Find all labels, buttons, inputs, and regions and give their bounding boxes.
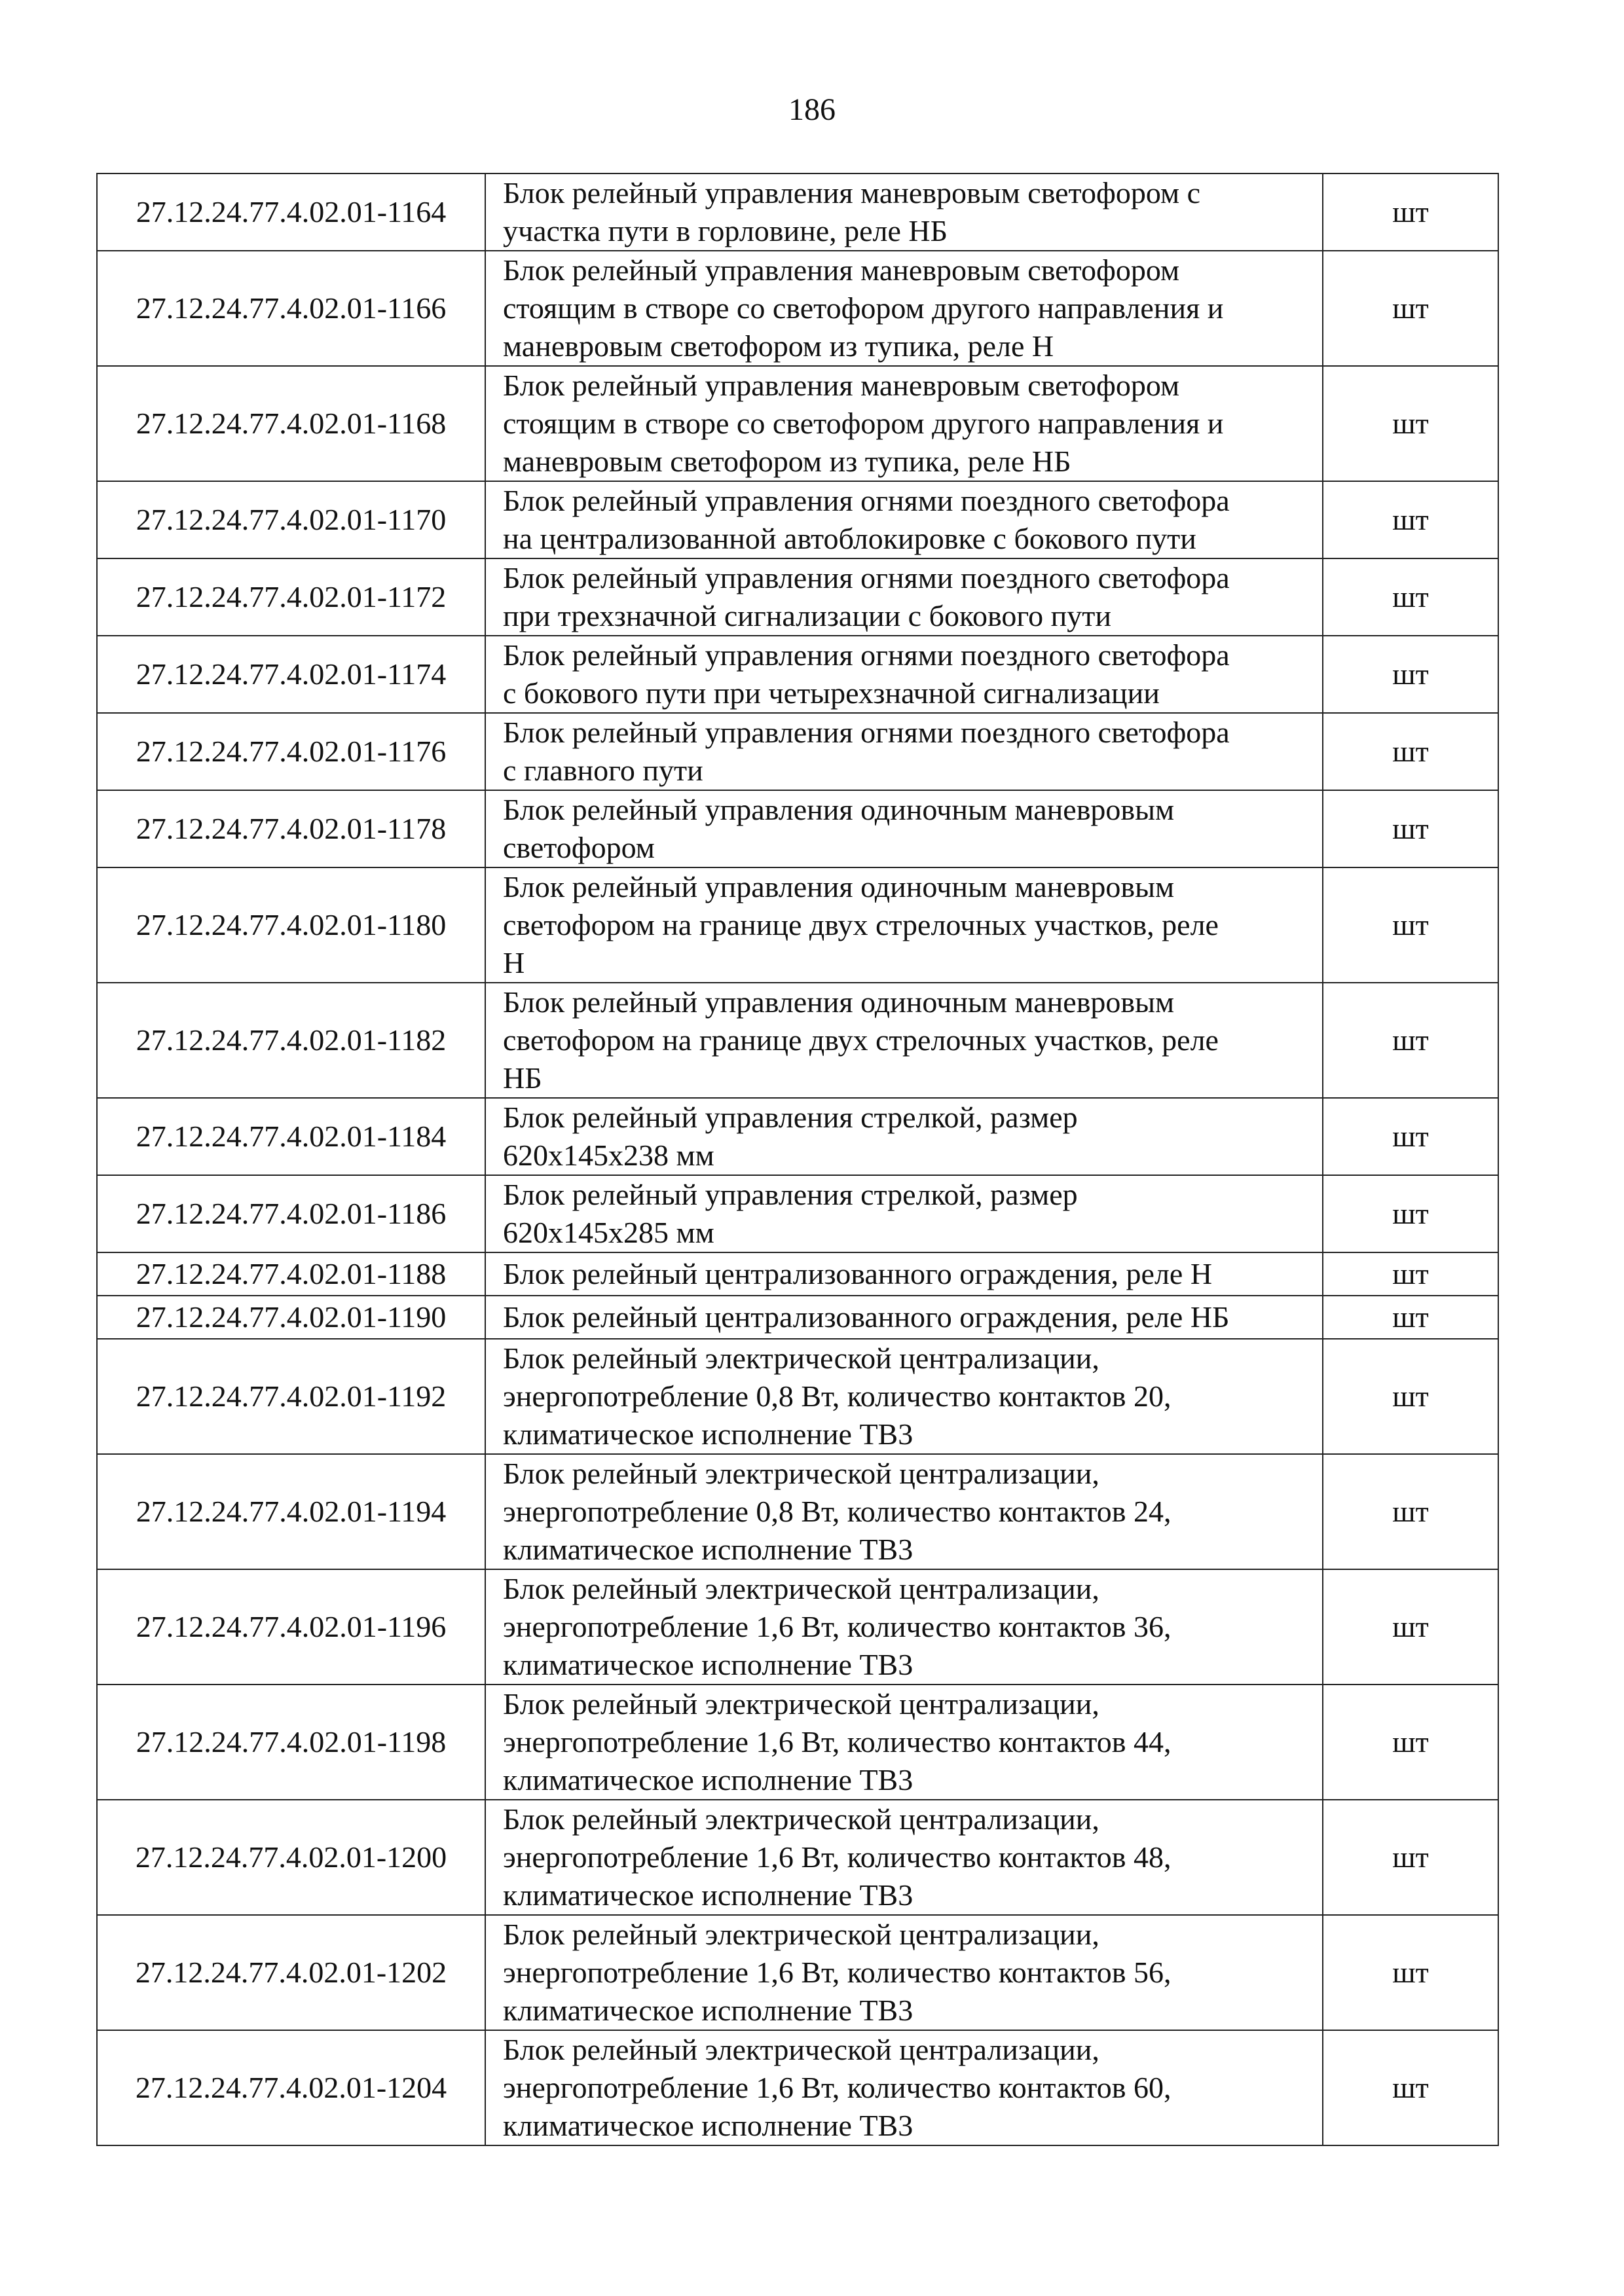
table-row bbox=[97, 2030, 1498, 2145]
description-line: Блок релейный управления маневровым светофором bbox=[503, 369, 1180, 402]
item-description bbox=[485, 173, 1323, 251]
item-description bbox=[485, 867, 1323, 983]
description-line: Блок релейный управления одиночным маневровым bbox=[503, 985, 1175, 1019]
item-unit: шт bbox=[1323, 1098, 1498, 1175]
item-unit: шт bbox=[1323, 983, 1498, 1098]
description-line: Блок релейный управления одиночным маневровым bbox=[503, 793, 1175, 826]
item-code: 27.12.24.77.4.02.01-1204 bbox=[97, 2030, 485, 2145]
table-row bbox=[97, 1339, 1498, 1454]
item-code: 27.12.24.77.4.02.01-1182 bbox=[97, 983, 485, 1098]
table-row bbox=[97, 1296, 1498, 1339]
description-line: на централизованной автоблокировке с бокового пути bbox=[503, 522, 1196, 555]
table-row bbox=[97, 713, 1498, 790]
item-description bbox=[485, 636, 1323, 713]
table-row bbox=[97, 867, 1498, 983]
item-code: 27.12.24.77.4.02.01-1164 bbox=[97, 173, 485, 251]
description-line: светофором bbox=[503, 831, 655, 864]
description-line: энергопотребление 1,6 Вт, количество контактов 60, bbox=[503, 2071, 1172, 2104]
item-description bbox=[485, 1685, 1323, 1800]
description-line: стоящим в створе со светофором другого направления и bbox=[503, 291, 1224, 325]
description-line: Блок релейный электрической централизации, bbox=[503, 1457, 1099, 1490]
item-unit: шт bbox=[1323, 173, 1498, 251]
item-unit: шт bbox=[1323, 251, 1498, 366]
item-code: 27.12.24.77.4.02.01-1194 bbox=[97, 1454, 485, 1569]
description-line: Блок релейный электрической централизации, bbox=[503, 2033, 1099, 2066]
description-line: Блок релейный управления маневровым светофором с bbox=[503, 176, 1201, 210]
description-line: участка пути в горловине, реле НБ bbox=[503, 214, 948, 247]
item-code: 27.12.24.77.4.02.01-1166 bbox=[97, 251, 485, 366]
item-unit: шт bbox=[1323, 1454, 1498, 1569]
description-line: энергопотребление 1,6 Вт, количество контактов 44, bbox=[503, 1725, 1172, 1758]
page-number: 186 bbox=[788, 92, 836, 127]
item-code: 27.12.24.77.4.02.01-1174 bbox=[97, 636, 485, 713]
item-code: 27.12.24.77.4.02.01-1202 bbox=[97, 1915, 485, 2030]
description-line: Блок релейный электрической централизации, bbox=[503, 1341, 1099, 1375]
item-code: 27.12.24.77.4.02.01-1172 bbox=[97, 558, 485, 636]
item-code: 27.12.24.77.4.02.01-1190 bbox=[97, 1296, 485, 1339]
table-row bbox=[97, 251, 1498, 366]
item-code: 27.12.24.77.4.02.01-1170 bbox=[97, 481, 485, 558]
item-unit: шт bbox=[1323, 713, 1498, 790]
item-code: 27.12.24.77.4.02.01-1184 bbox=[97, 1098, 485, 1175]
description-line: стоящим в створе со светофором другого направления и bbox=[503, 407, 1224, 440]
description-line: 620x145x238 мм bbox=[503, 1139, 714, 1172]
item-unit: шт bbox=[1323, 1252, 1498, 1296]
item-unit: шт bbox=[1323, 1800, 1498, 1915]
item-description bbox=[485, 1098, 1323, 1175]
table-row bbox=[97, 790, 1498, 867]
table-row bbox=[97, 983, 1498, 1098]
item-code: 27.12.24.77.4.02.01-1186 bbox=[97, 1175, 485, 1252]
table-row bbox=[97, 1175, 1498, 1252]
table-row bbox=[97, 173, 1498, 251]
item-code: 27.12.24.77.4.02.01-1192 bbox=[97, 1339, 485, 1454]
table-row bbox=[97, 558, 1498, 636]
item-code: 27.12.24.77.4.02.01-1168 bbox=[97, 366, 485, 481]
description-line: Блок релейный управления огнями поездного светофора bbox=[503, 638, 1230, 672]
description-line: климатическое исполнение ТВ3 bbox=[503, 2109, 913, 2142]
item-description bbox=[485, 2030, 1323, 2145]
description-line: энергопотребление 0,8 Вт, количество контактов 24, bbox=[503, 1495, 1172, 1528]
description-line: Блок релейный электрической централизации, bbox=[503, 1918, 1099, 1951]
description-line: энергопотребление 1,6 Вт, количество контактов 36, bbox=[503, 1610, 1172, 1643]
description-line: с бокового пути при четырехзначной сигнализации bbox=[503, 676, 1160, 710]
table-row bbox=[97, 1454, 1498, 1569]
catalog-table-body bbox=[97, 173, 1498, 2145]
description-line: Блок релейный управления огнями поездного светофора bbox=[503, 561, 1230, 594]
item-description bbox=[485, 1915, 1323, 2030]
description-line: Блок релейный электрической централизации, bbox=[503, 1802, 1099, 1836]
description-line: климатическое исполнение ТВ3 bbox=[503, 1533, 913, 1566]
item-description bbox=[485, 1454, 1323, 1569]
description-line: маневровым светофором из тупика, реле Н bbox=[503, 329, 1054, 363]
description-line: НБ bbox=[503, 1061, 542, 1095]
item-description bbox=[485, 790, 1323, 867]
description-line: Блок релейный управления огнями поездного светофора bbox=[503, 716, 1230, 749]
description-line: климатическое исполнение ТВ3 bbox=[503, 1648, 913, 1681]
item-code: 27.12.24.77.4.02.01-1188 bbox=[97, 1252, 485, 1296]
item-unit: шт bbox=[1323, 366, 1498, 481]
description-line: Блок релейный централизованного ограждения, реле Н bbox=[503, 1257, 1213, 1290]
description-line: Блок релейный централизованного ограждения, реле НБ bbox=[503, 1300, 1230, 1334]
table-row bbox=[97, 1569, 1498, 1685]
description-line: Блок релейный управления стрелкой, размер bbox=[503, 1178, 1078, 1211]
item-description bbox=[485, 1339, 1323, 1454]
description-line: при трехзначной сигнализации с бокового пути bbox=[503, 599, 1111, 632]
item-unit: шт bbox=[1323, 1915, 1498, 2030]
item-code: 27.12.24.77.4.02.01-1196 bbox=[97, 1569, 485, 1685]
item-unit: шт bbox=[1323, 1339, 1498, 1454]
item-unit: шт bbox=[1323, 558, 1498, 636]
item-code: 27.12.24.77.4.02.01-1198 bbox=[97, 1685, 485, 1800]
item-description bbox=[485, 713, 1323, 790]
item-description bbox=[485, 481, 1323, 558]
table-row bbox=[97, 481, 1498, 558]
description-line: светофором на границе двух стрелочных участков, реле bbox=[503, 1023, 1219, 1057]
description-line: энергопотребление 1,6 Вт, количество контактов 48, bbox=[503, 1840, 1172, 1874]
item-description bbox=[485, 1175, 1323, 1252]
table-row bbox=[97, 1915, 1498, 2030]
item-unit: шт bbox=[1323, 1569, 1498, 1685]
item-unit: шт bbox=[1323, 1175, 1498, 1252]
item-unit: шт bbox=[1323, 1296, 1498, 1339]
table-row bbox=[97, 636, 1498, 713]
item-description bbox=[485, 366, 1323, 481]
description-line: Н bbox=[503, 946, 525, 979]
item-unit: шт bbox=[1323, 481, 1498, 558]
description-line: Блок релейный управления одиночным маневровым bbox=[503, 870, 1175, 903]
item-unit: шт bbox=[1323, 1685, 1498, 1800]
description-line: климатическое исполнение ТВ3 bbox=[503, 1763, 913, 1796]
description-line: светофором на границе двух стрелочных участков, реле bbox=[503, 908, 1219, 941]
table-row bbox=[97, 1685, 1498, 1800]
item-description bbox=[485, 251, 1323, 366]
description-line: 620x145x285 мм bbox=[503, 1216, 714, 1249]
item-unit: шт bbox=[1323, 636, 1498, 713]
table-row bbox=[97, 1252, 1498, 1296]
item-code: 27.12.24.77.4.02.01-1176 bbox=[97, 713, 485, 790]
description-line: маневровым светофором из тупика, реле НБ bbox=[503, 445, 1071, 478]
description-line: Блок релейный управления маневровым светофором bbox=[503, 253, 1180, 287]
item-code: 27.12.24.77.4.02.01-1180 bbox=[97, 867, 485, 983]
catalog-table bbox=[96, 173, 1499, 2146]
item-code: 27.12.24.77.4.02.01-1200 bbox=[97, 1800, 485, 1915]
description-line: Блок релейный управления огнями поездного светофора bbox=[503, 484, 1230, 517]
item-description bbox=[485, 1296, 1323, 1339]
description-line: климатическое исполнение ТВ3 bbox=[503, 1417, 913, 1451]
description-line: с главного пути bbox=[503, 754, 703, 787]
item-unit: шт bbox=[1323, 2030, 1498, 2145]
item-description bbox=[485, 1569, 1323, 1685]
description-line: климатическое исполнение ТВ3 bbox=[503, 1878, 913, 1912]
description-line: Блок релейный электрической централизации, bbox=[503, 1572, 1099, 1605]
description-line: Блок релейный электрической централизации, bbox=[503, 1687, 1099, 1721]
table-row bbox=[97, 1098, 1498, 1175]
item-unit: шт bbox=[1323, 867, 1498, 983]
item-description bbox=[485, 983, 1323, 1098]
item-unit: шт bbox=[1323, 790, 1498, 867]
description-line: энергопотребление 1,6 Вт, количество контактов 56, bbox=[503, 1956, 1172, 1989]
description-line: Блок релейный управления стрелкой, размер bbox=[503, 1101, 1078, 1134]
item-description bbox=[485, 1252, 1323, 1296]
description-line: энергопотребление 0,8 Вт, количество контактов 20, bbox=[503, 1379, 1172, 1413]
item-description bbox=[485, 558, 1323, 636]
table-row bbox=[97, 1800, 1498, 1915]
item-code: 27.12.24.77.4.02.01-1178 bbox=[97, 790, 485, 867]
description-line: климатическое исполнение ТВ3 bbox=[503, 1994, 913, 2027]
table-row bbox=[97, 366, 1498, 481]
item-description bbox=[485, 1800, 1323, 1915]
